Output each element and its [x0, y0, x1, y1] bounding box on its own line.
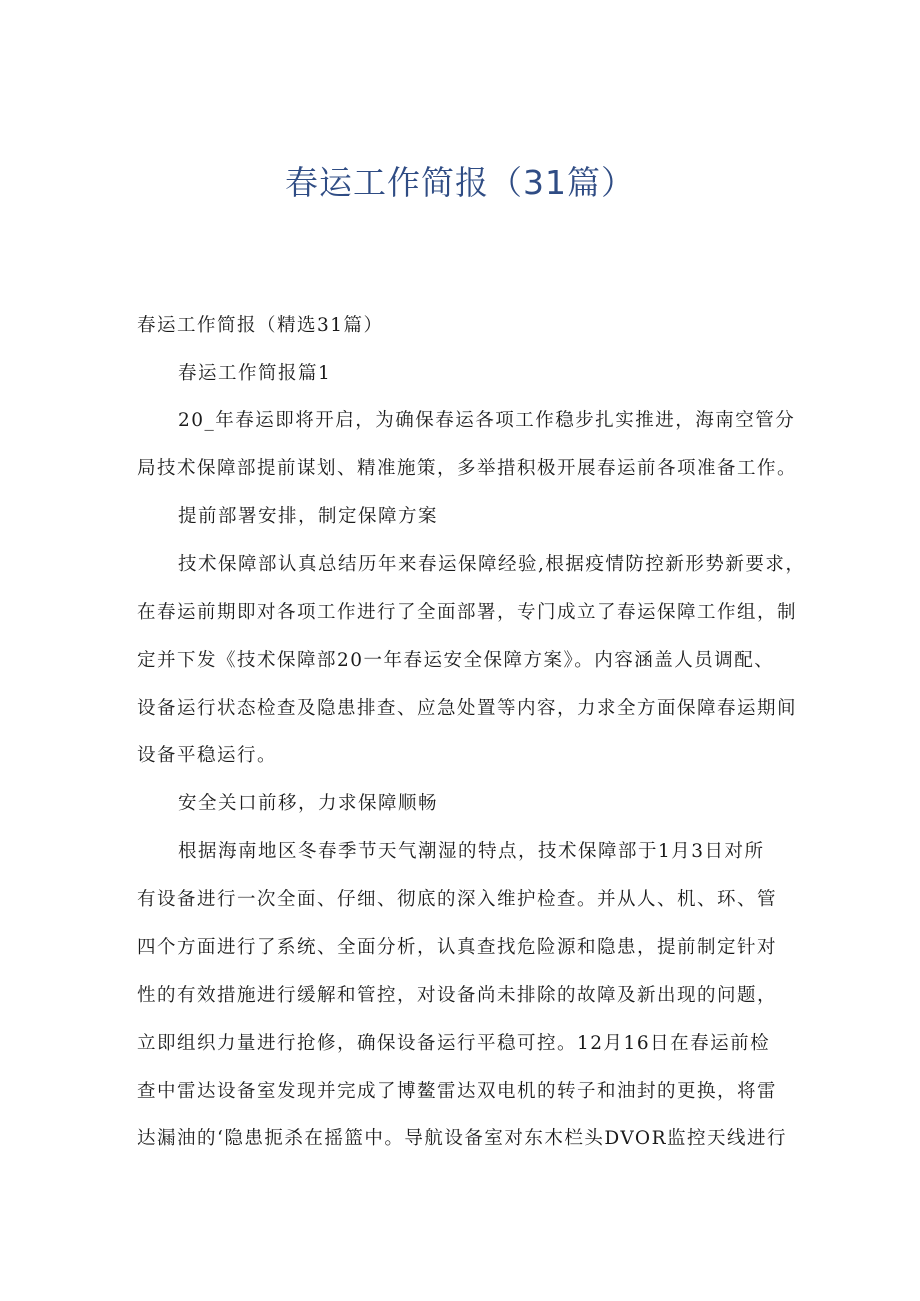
- paragraph-line: 局技术保障部提前谋划、精准施策，多举措积极开展春运前各项准备工作。: [137, 458, 798, 479]
- paragraph-line: 四个方面进行了系统、全面分析，认真查找危险源和隐患，提前制定针对: [137, 937, 778, 958]
- section-heading: 春运工作简报篇1: [178, 363, 332, 384]
- document-title: 春运工作简报（31篇）: [285, 163, 635, 202]
- paragraph-line: 设备平稳运行。: [137, 745, 278, 766]
- paragraph-line: 达漏油的‘隐患扼杀在摇篮中。导航设备室对东木栏头DVOR监控天线进行: [137, 1128, 788, 1149]
- paragraph-line: 在春运前期即对各项工作进行了全面部署，专门成立了春运保障工作组，制: [137, 602, 798, 623]
- paragraph-line: 技术保障部认真总结历年来春运保障经验,根据疫情防控新形势新要求，: [178, 554, 806, 575]
- subheading-line: 提前部署安排，制定保障方案: [178, 506, 439, 527]
- paragraph-line: 定并下发《技术保障部20一年春运安全保障方案》。内容涵盖人员调配、: [137, 650, 775, 671]
- paragraph-line: 性的有效措施进行缓解和管控，对设备尚未排除的故障及新出现的问题，: [137, 985, 778, 1006]
- subheading-line: 安全关口前移，力求保障顺畅: [178, 793, 439, 814]
- paragraph-line: 设备运行状态检查及隐患排查、应急处置等内容，力求全方面保障春运期间: [137, 698, 798, 719]
- subtitle-line: 春运工作简报（精选31篇）: [137, 315, 384, 336]
- paragraph-line: 查中雷达设备室发现并完成了博鳌雷达双电机的转子和油封的更换，将雷: [137, 1081, 778, 1102]
- paragraph-line: 有设备进行一次全面、仔细、彻底的深入维护检查。并从人、机、环、管: [137, 889, 778, 910]
- paragraph-line: 20_年春运即将开启，为确保春运各项工作稳步扎实推进，海南空管分: [178, 410, 796, 431]
- paragraph-line: 根据海南地区冬春季节天气潮湿的特点，技术保障部于1月3日对所: [178, 841, 765, 862]
- paragraph-line: 立即组织力量进行抢修，确保设备运行平稳可控。12月16日在春运前检: [137, 1033, 771, 1054]
